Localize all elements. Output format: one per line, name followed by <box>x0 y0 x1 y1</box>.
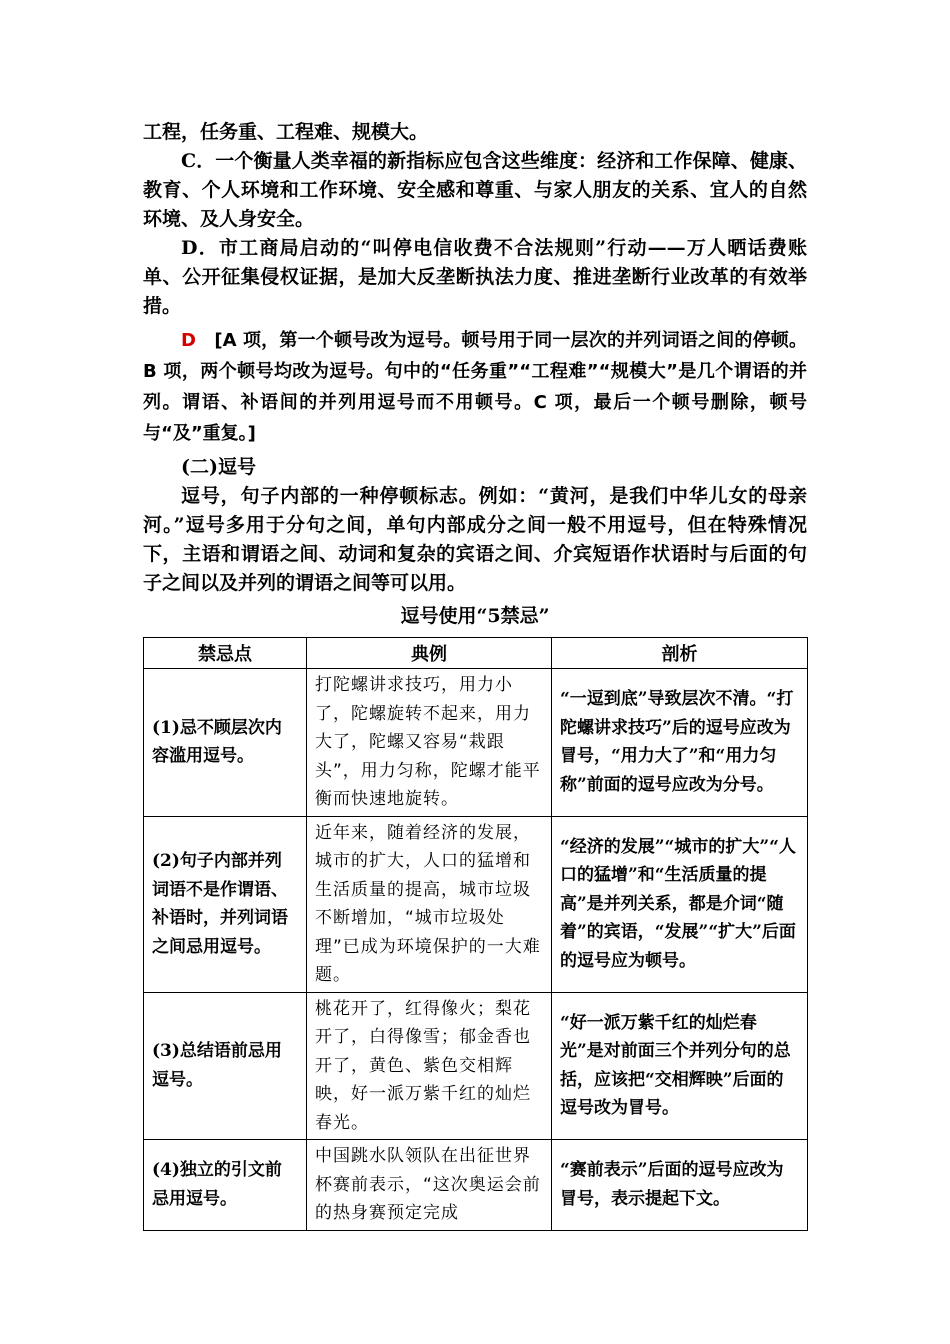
taboo-analysis: “好一派万紫千红的灿烂春光”是对前面三个并列分句的总括，应该把“交相辉映”后面的逗号改为冒号。 <box>552 992 808 1140</box>
table-row <box>144 992 808 1140</box>
header-analysis: 剖析 <box>552 638 808 669</box>
taboo-example: 打陀螺讲求技巧，用力小了，陀螺旋转不起来，用力大了，陀螺又容易“栽跟头”，用力匀称，陀螺才能平衡而快速地旋转。 <box>307 669 552 817</box>
table-header-row <box>144 638 808 669</box>
answer-explanation <box>143 325 807 449</box>
option-d: D．市工商局启动的“叫停电信收费不合法规则”行动——万人晒话费账单、公开征集侵权证据，是加大反垄断执法力度、推进垄断行业改革的有效举措。 <box>143 237 807 317</box>
taboo-example: 桃花开了，红得像火；梨花开了，白得像雪；郁金香也开了，黄色、紫色交相辉映，好一派万紫千红的灿烂春光。 <box>307 992 552 1140</box>
taboo-analysis: “赛前表示”后面的逗号应改为冒号，表示提起下文。 <box>552 1140 808 1231</box>
taboo-point: (1)忌不顾层次内容滥用逗号。 <box>144 669 307 817</box>
taboo-point: (2)句子内部并列词语不是作谓语、补语时，并列词语之间忌用逗号。 <box>144 816 307 992</box>
section-heading: (二)逗号 <box>181 456 256 478</box>
table-row <box>144 669 808 817</box>
comma-taboo-table <box>143 637 808 1231</box>
taboo-example: 中国跳水队领队在出征世界杯赛前表示，“这次奥运会前的热身赛预定完成 <box>307 1140 552 1231</box>
taboo-analysis: “一逗到底”导致层次不清。“打陀螺讲求技巧”后的逗号应改为冒号，“用力大了”和“用力匀称”前面的逗号应改为分号。 <box>552 669 808 817</box>
paragraph-continuation: 工程，任务重、工程难、规模大。 <box>143 121 429 143</box>
taboo-point: (4)独立的引文前忌用逗号。 <box>144 1140 307 1231</box>
section-body: 逗号，句子内部的一种停顿标志。例如：“黄河，是我们中华儿女的母亲河。”逗号多用于分句之间，单句内部成分之间一般不用逗号，但在特殊情况下，主语和谓语之间、动词和复杂的宾语之间、介宾短语作状语时与后面的句子之间以及并列的谓语之间等可以用。 <box>143 485 807 594</box>
table-row <box>144 816 808 992</box>
page-content <box>143 118 807 1231</box>
header-example: 典例 <box>307 638 552 669</box>
answer-text: [A 项，第一个顿号改为逗号。顿号用于同一层次的并列词语之间的停顿。B 项，两个顿号均改为逗号。句中的“任务重”“工程难”“规模大”是几个谓语的并列。谓语、补语间的并列用逗号而不用顿号。C 项，最后一个顿号删除，顿号与“及”重复。] <box>143 330 808 444</box>
option-c: C．一个衡量人类幸福的新指标应包含这些维度：经济和工作保障、健康、教育、个人环境和工作环境、安全感和尊重、与家人朋友的关系、宜人的自然环境、及人身安全。 <box>143 150 807 230</box>
table-title: 逗号使用“5禁忌” <box>400 605 550 627</box>
taboo-point: (3)总结语前忌用逗号。 <box>144 992 307 1140</box>
header-point: 禁忌点 <box>144 638 307 669</box>
taboo-analysis: “经济的发展”“城市的扩大”“人口的猛增”和“生活质量的提高”是并列关系，都是介词“随着”的宾语，“发展”“扩大”后面的逗号应为顿号。 <box>552 816 808 992</box>
answer-letter: D <box>181 330 196 351</box>
taboo-example: 近年来，随着经济的发展，城市的扩大，人口的猛增和生活质量的提高，城市垃圾不断增加，“城市垃圾处理”已成为环境保护的一大难题。 <box>307 816 552 992</box>
table-row <box>144 1140 808 1231</box>
